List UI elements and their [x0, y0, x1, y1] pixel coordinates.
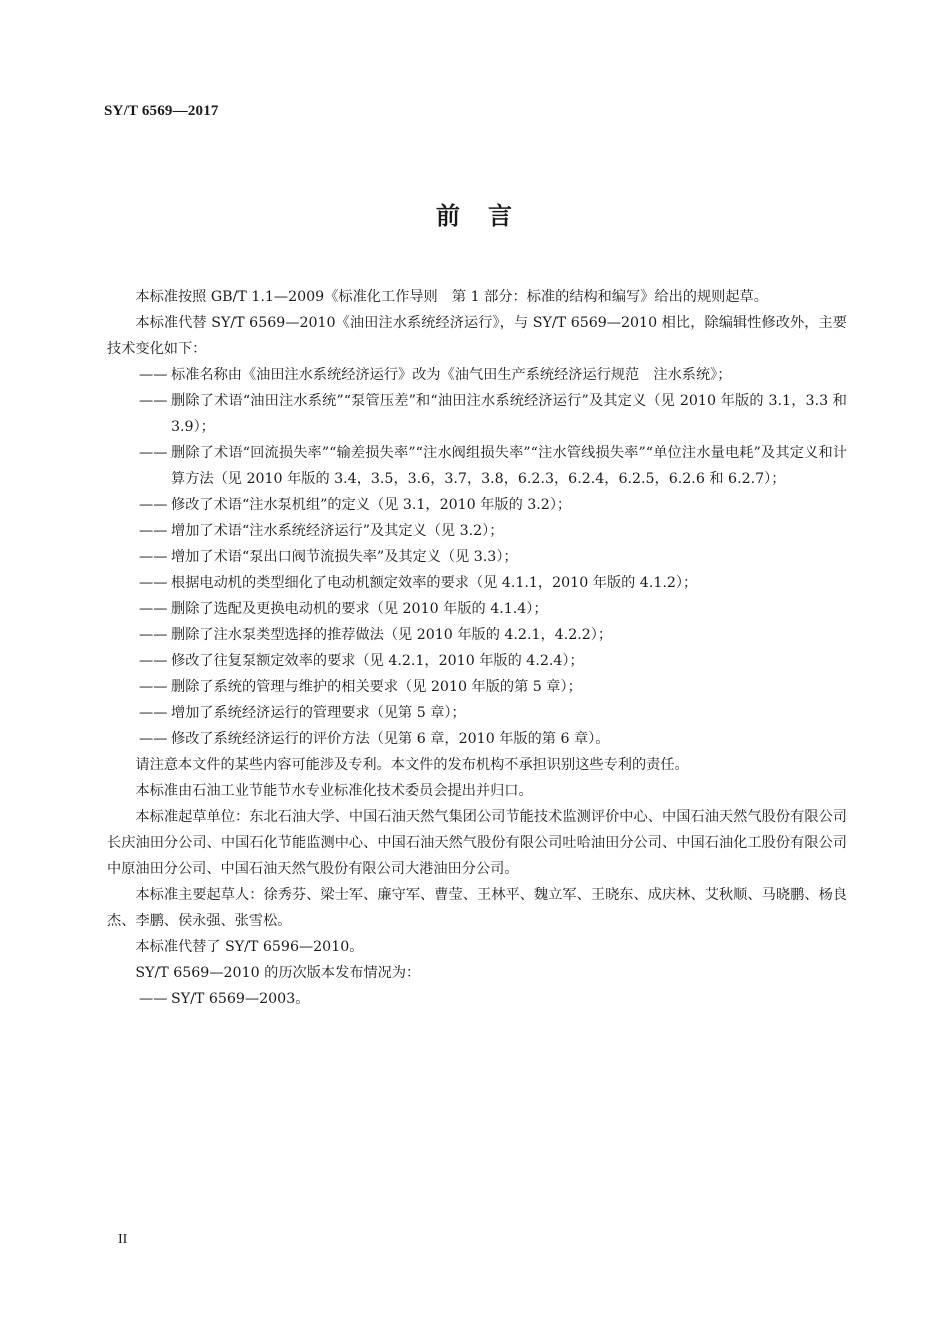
- dash-marker: ——: [139, 393, 168, 409]
- change-item: [107, 570, 847, 596]
- change-item-text: 修改了往复泵额定效率的要求（见 4.2.1，2010 年版的 4.2.4）；: [171, 653, 584, 669]
- change-item-text: 删除了术语“油田注水系统”“泵管压差”和“油田注水系统经济运行”及其定义（见 2010 年版的 3.1，3.3 和 3.9）；: [171, 393, 847, 435]
- dash-marker: ——: [139, 991, 168, 1007]
- change-item-text: 删除了术语“回流损失率”“输差损失率”“注水阀组损失率”“注水管线损失率”“单位注水量电耗”及其定义和计算方法（见 2010 年版的 3.4，3.5，3.6，3.7，3.8，6.2.3，6.2.4，6.2.5，6.2.6 和 6.2.7）；: [171, 445, 847, 487]
- page-number: II: [118, 1232, 128, 1247]
- change-item: [107, 700, 847, 726]
- standard-code: SY/T 6569—2017: [104, 103, 219, 119]
- change-item-text: 增加了术语“泵出口阀节流损失率”及其定义（见 3.3）；: [171, 549, 518, 565]
- paragraph-replacement: 本标准代替 SY/T 6569—2010《油田注水系统经济运行》，与 SY/T 6569—2010 相比，除编辑性修改外，主要技术变化如下：: [107, 315, 847, 357]
- dash-marker: ——: [139, 523, 168, 539]
- dash-marker: ——: [139, 601, 168, 617]
- change-item-text: 根据电动机的类型细化了电动机额定效率的要求（见 4.1.1，2010 年版的 4.1.2）；: [171, 575, 698, 591]
- paragraph-replaces: 本标准代替了 SY/T 6596—2010。: [135, 939, 364, 955]
- paragraph-patent-notice: 请注意本文件的某些内容可能涉及专利。本文件的发布机构不承担识别这些专利的责任。: [135, 757, 689, 773]
- change-item: [107, 388, 847, 440]
- change-item: [107, 648, 847, 674]
- history-item-text: SY/T 6569—2003。: [171, 991, 310, 1007]
- paragraph-history-intro: SY/T 6569—2010 的历次版本发布情况为：: [135, 965, 421, 981]
- paragraph-drafters: 本标准主要起草人：徐秀芬、梁士军、廉守军、曹莹、王林平、魏立军、王晓东、成庆林、艾秋顺、马晓鹏、杨良杰、李鹏、侯永强、张雪松。: [107, 887, 847, 929]
- paragraph-drafting-units: 本标准起草单位：东北石油大学、中国石油天然气集团公司节能技术监测评价中心、中国石油天然气股份有限公司长庆油田分公司、中国石化节能监测中心、中国石油天然气股份有限公司吐哈油田分公司、中国石油化工股份有限公司中原油田分公司、中国石油天然气股份有限公司大港油田分公司。: [107, 809, 847, 877]
- change-item: [107, 596, 847, 622]
- dash-marker: ——: [139, 705, 168, 721]
- dash-marker: ——: [139, 731, 168, 747]
- change-item-text: 增加了术语“注水系统经济运行”及其定义（见 3.2）；: [171, 523, 504, 539]
- change-item: [107, 726, 847, 752]
- change-item: [107, 674, 847, 700]
- change-item-text: 增加了系统经济运行的管理要求（见第 5 章）；: [171, 705, 466, 721]
- change-item: [107, 622, 847, 648]
- page-title: 前 言: [436, 202, 514, 230]
- change-item-text: 修改了术语“注水泵机组”的定义（见 3.1，2010 年版的 3.2）；: [171, 497, 572, 513]
- change-item: [107, 518, 847, 544]
- foreword-body: [107, 284, 847, 1012]
- dash-marker: ——: [139, 575, 168, 591]
- dash-marker: ——: [139, 627, 168, 643]
- change-item-text: 删除了选配及更换电动机的要求（见 2010 年版的 4.1.4）；: [171, 601, 548, 617]
- dash-marker: ——: [139, 367, 168, 383]
- change-item: [107, 492, 847, 518]
- dash-marker: ——: [139, 679, 168, 695]
- change-item-text: 删除了注水泵类型选择的推荐做法（见 2010 年版的 4.2.1，4.2.2）；: [171, 627, 613, 643]
- change-item: [107, 544, 847, 570]
- dash-marker: ——: [139, 445, 168, 461]
- dash-marker: ——: [139, 549, 168, 565]
- change-item: [107, 362, 847, 388]
- change-item-text: 删除了系统的管理与维护的相关要求（见 2010 年版的第 5 章）；: [171, 679, 582, 695]
- paragraph-proposer: 本标准由石油工业节能节水专业标准化技术委员会提出并归口。: [135, 783, 533, 799]
- change-item-text: 标准名称由《油田注水系统经济运行》改为《油气田生产系统经济运行规范 注水系统》；: [171, 367, 732, 383]
- dash-marker: ——: [139, 497, 168, 513]
- change-item-text: 修改了系统经济运行的评价方法（见第 6 章，2010 年版的第 6 章）。: [171, 731, 610, 747]
- change-item: [107, 440, 847, 492]
- history-item: [107, 986, 847, 1012]
- dash-marker: ——: [139, 653, 168, 669]
- paragraph-drafting-rules: 本标准按照 GB/T 1.1—2009《标准化工作导则 第 1 部分：标准的结构和编写》给出的规则起草。: [135, 289, 768, 305]
